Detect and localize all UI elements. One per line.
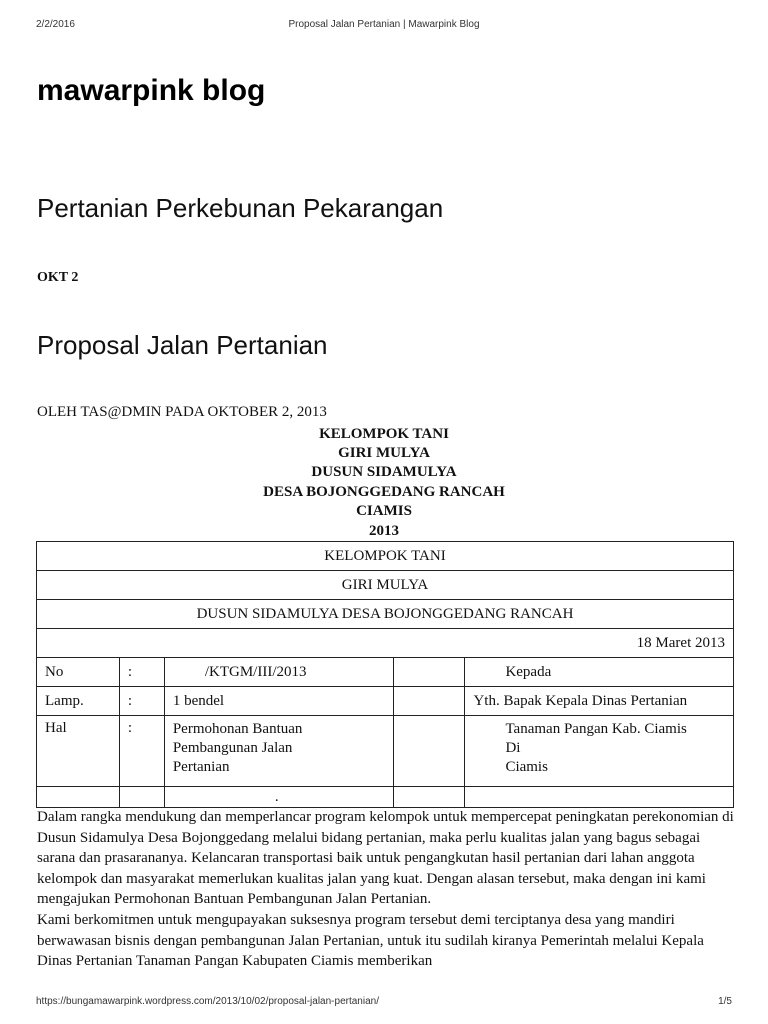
blog-tagline: Pertanian Perkebunan Pekarangan	[37, 193, 444, 223]
table-cell	[393, 787, 465, 808]
letterhead-line: CIAMIS	[356, 503, 412, 519]
table-cell	[37, 787, 120, 808]
letter-date: 18 Maret 2013	[37, 629, 734, 658]
table-cell: DUSUN SIDAMULYA DESA BOJONGGEDANG RANCAH	[37, 600, 734, 629]
table-cell: /KTGM/III/2013	[164, 658, 393, 687]
table-cell	[465, 787, 734, 808]
table-cell: .	[164, 787, 393, 808]
table-cell: Lamp.	[37, 687, 120, 716]
paragraph: Dalam rangka mendukung dan memperlancar program kelompok untuk mempercepat peningkatan perekonomian di Dusun Sidamulya Desa Bojonggedang melalui bidang pertanian, maka perlu kualitas jalan yang bagus sebagai sarana dan prasarananya. Kelancaran transportasi baik untuk pengangkutan hasil pertanian dari lahan anggota kelompok dan masyarakat memerlukan kualitas jalan yang kuat. Dengan alasan tersebut, maka dengan ini kami mengajukan Permohonan Bantuan Pembangunan Jalan Pertanian.	[37, 809, 734, 908]
table-cell: GIRI MULYA	[37, 571, 734, 600]
post-title[interactable]: Proposal Jalan Pertanian	[37, 330, 328, 360]
letterhead-line: GIRI MULYA	[338, 445, 430, 461]
hal-line: Pertanian	[172, 759, 230, 775]
table-cell: 1 bendel	[164, 687, 393, 716]
table-cell	[393, 687, 465, 716]
print-header	[0, 19, 768, 33]
post-body	[37, 807, 737, 972]
hal-line: Pembangunan Jalan	[172, 740, 293, 756]
post-byline: OLEH TAS@DMIN PADA OKTOBER 2, 2013	[37, 404, 327, 420]
table-cell: Yth. Bapak Kepala Dinas Pertanian	[465, 687, 734, 716]
table-cell	[465, 716, 734, 787]
table-cell	[393, 658, 465, 687]
table-cell	[164, 716, 393, 787]
letterhead-line: KELOMPOK TANI	[319, 426, 449, 442]
page-number: 1/5	[718, 996, 732, 1007]
table-cell	[393, 716, 465, 787]
table-cell: :	[119, 658, 164, 687]
print-footer	[0, 996, 768, 1010]
letterhead-line: 2013	[369, 523, 399, 539]
post-date: OKT 2	[37, 270, 79, 285]
print-page-title: Proposal Jalan Pertanian | Mawarpink Blog	[288, 19, 480, 30]
table-cell: KELOMPOK TANI	[37, 542, 734, 571]
blog-name[interactable]: mawarpink blog	[37, 74, 266, 107]
print-date: 2/2/2016	[36, 19, 75, 30]
address-line: Di	[505, 740, 521, 756]
table-cell: Kepada	[465, 658, 734, 687]
table-cell	[119, 787, 164, 808]
hal-line: Permohonan Bantuan	[172, 721, 303, 737]
print-url: https://bungamawarpink.wordpress.com/2013/10/02/proposal-jalan-pertanian/	[36, 996, 379, 1007]
address-line: Ciamis	[505, 759, 548, 775]
letterhead-line: DUSUN SIDAMULYA	[311, 464, 457, 480]
letter-table	[36, 541, 734, 808]
address-line: Tanaman Pangan Kab. Ciamis	[505, 721, 687, 737]
table-cell: :	[119, 687, 164, 716]
paragraph: Kami berkomitmen untuk mengupayakan suksesnya program tersebut demi terciptanya desa yang mandiri berwawasan bisnis dengan pembangunan Jalan Pertanian, untuk itu sudilah kiranya Pemerintah melalui Kepala Dinas Pertanian Tanaman Pangan Kabupaten Ciamis memberikan	[37, 911, 704, 970]
table-cell: :	[119, 716, 164, 787]
letterhead-line: DESA BOJONGGEDANG RANCAH	[263, 484, 505, 500]
table-cell: No	[37, 658, 120, 687]
table-cell: Hal	[37, 716, 120, 787]
